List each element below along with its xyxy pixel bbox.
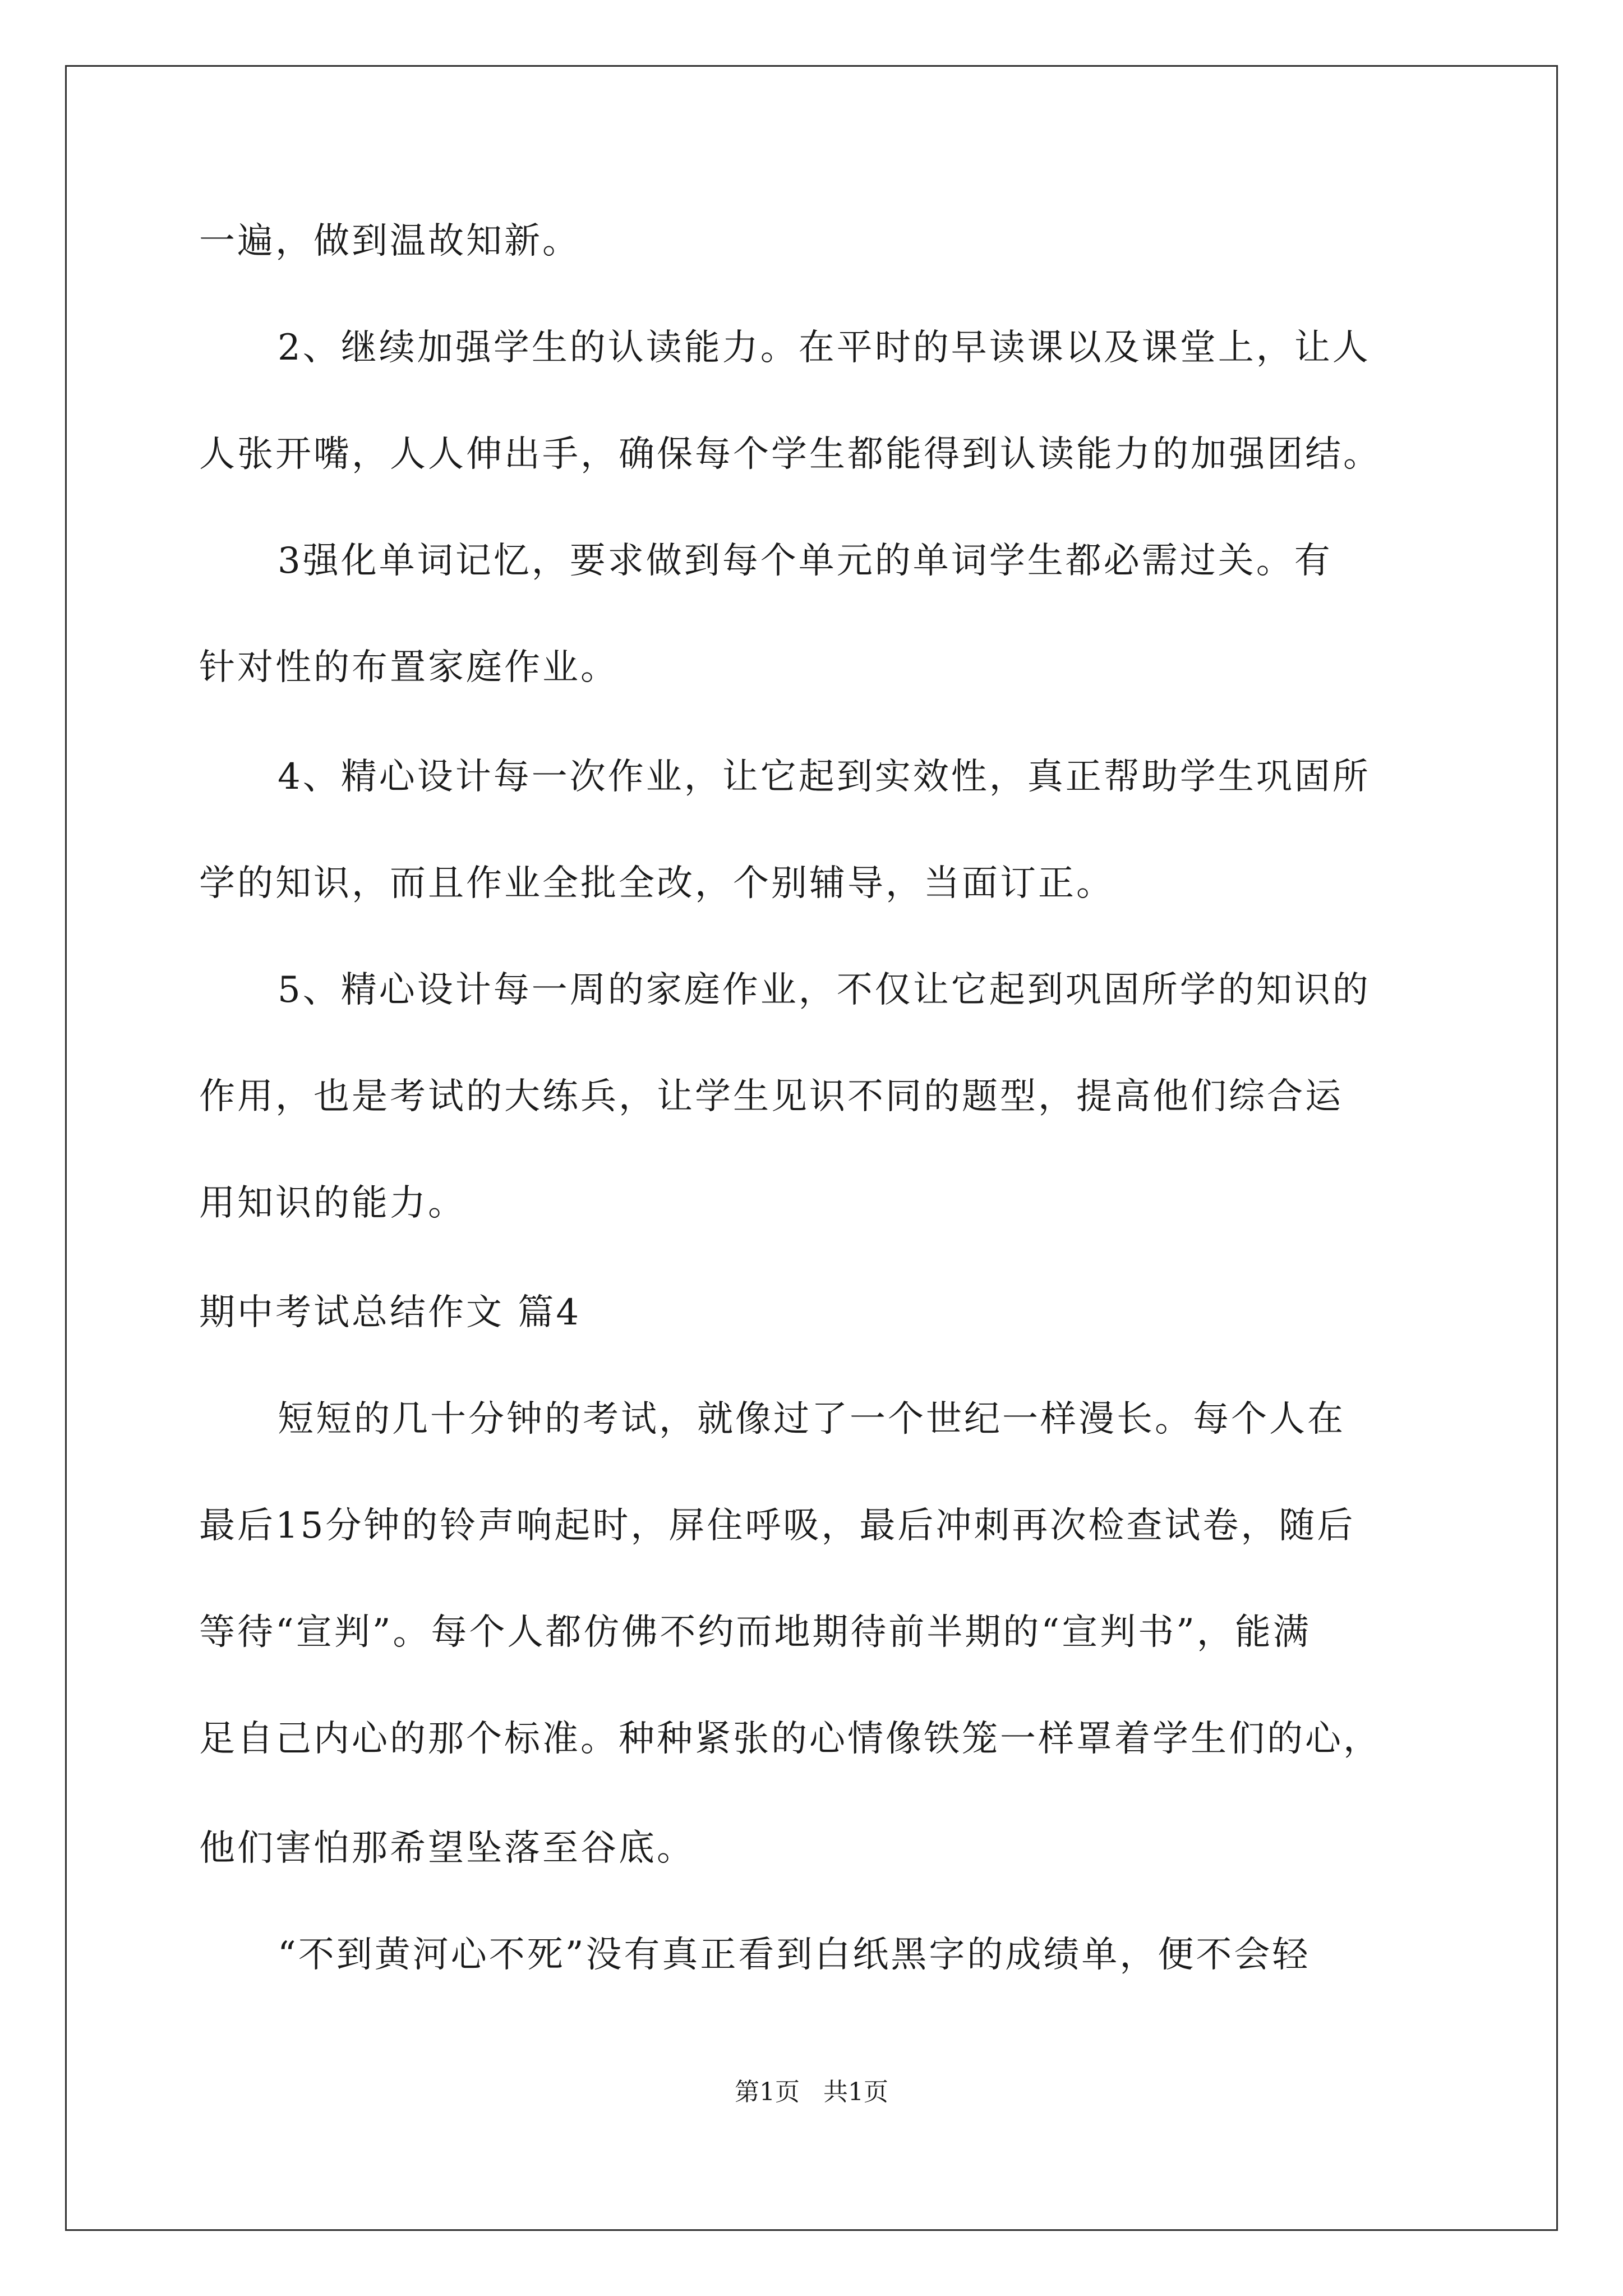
page-number-footer: 第1页 共1页 xyxy=(735,2078,888,2106)
paragraph-line: 短短的几十分钟的考试，就像过了一个世纪一样漫长。每个人在 xyxy=(278,1398,1345,1440)
paragraph-line: 3强化单词记忆，要求做到每个单元的单词学生都必需过关。有 xyxy=(278,540,1332,582)
section-heading: 期中考试总结作文 篇4 xyxy=(199,1292,582,1333)
paragraph-line: 作用，也是考试的大练兵，让学生见识不同的题型，提高他们综合运 xyxy=(199,1076,1343,1117)
paragraph-line: 5、精心设计每一周的家庭作业，不仅让它起到巩固所学的知识的 xyxy=(278,969,1371,1011)
paragraph-line: 4、精心设计每一次作业，让它起到实效性，真正帮助学生巩固所 xyxy=(278,756,1371,798)
paragraph-line: 他们害怕那希望坠落至谷底。 xyxy=(199,1828,695,1869)
paragraph-line: 等待“宣判”。每个人都仿佛不约而地期待前半期的“宣判书”，能满 xyxy=(199,1612,1311,1653)
paragraph-line: “不到黄河心不死”没有真正看到白纸黑字的成绩单，便不会轻 xyxy=(278,1934,1311,1976)
paragraph-line: 用知识的能力。 xyxy=(199,1182,466,1224)
paragraph-line: 一遍，做到温故知新。 xyxy=(199,220,580,262)
paragraph-line: 针对性的布置家庭作业。 xyxy=(199,647,619,688)
paragraph-line: 学的知识，而且作业全批全改，个别辅导，当面订正。 xyxy=(199,863,1114,904)
paragraph-line: 2、继续加强学生的认读能力。在平时的早读课以及课堂上，让人 xyxy=(278,327,1371,369)
paragraph-line: 足自己内心的那个标准。种种紧张的心情像铁笼一样罩着学生们的心， xyxy=(199,1718,1381,1760)
paragraph-line: 人张开嘴，人人伸出手，确保每个学生都能得到认读能力的加强团结。 xyxy=(199,434,1381,475)
page-border xyxy=(65,65,1558,2231)
paragraph-line: 最后15分钟的铃声响起时，屏住呼吸，最后冲刺再次检查试卷，随后 xyxy=(199,1505,1355,1547)
